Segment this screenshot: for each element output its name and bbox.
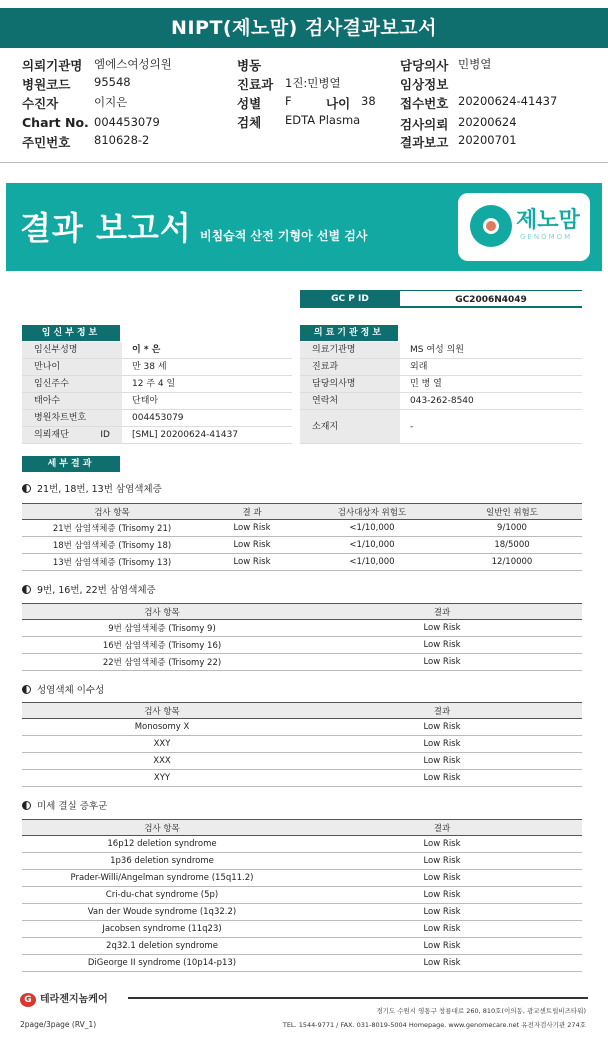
table-cell: Low Risk	[302, 938, 582, 955]
banner-title: 결과 보고서	[20, 209, 192, 247]
table-header: 결과	[302, 604, 582, 620]
table-header: 결과	[302, 820, 582, 836]
table-row	[22, 887, 582, 904]
half-filled-circle-icon	[22, 585, 31, 594]
header-label: Chart No.	[22, 115, 89, 130]
table-row	[22, 853, 582, 870]
table-row	[22, 753, 582, 770]
table-row	[22, 520, 582, 537]
table-row	[22, 870, 582, 887]
info-label: 소재지	[300, 410, 400, 443]
header-label: 검사의뢰	[400, 117, 449, 132]
section-title-text: 성염색체 이수성	[37, 685, 105, 696]
table-cell: 9/1000	[442, 520, 582, 537]
microdeletion-table	[22, 819, 582, 972]
table-cell: Low Risk	[302, 719, 582, 736]
table-cell: Low Risk	[302, 921, 582, 938]
table-row	[22, 938, 582, 955]
table-row	[22, 904, 582, 921]
section-title	[22, 481, 162, 495]
table-header: 검사 항목	[22, 703, 302, 719]
header-value: 이지은	[94, 95, 128, 109]
table-header-row	[22, 504, 582, 520]
table-cell: Low Risk	[302, 870, 582, 887]
info-value: 외래	[410, 362, 428, 372]
table-row	[22, 620, 582, 637]
table-cell: 21번 삼염색체증 (Trisomy 21)	[22, 520, 202, 537]
logo-text: 제노맘	[516, 208, 580, 233]
table-cell: Monosomy X	[22, 719, 302, 736]
info-label: 병원차트번호	[22, 410, 122, 426]
patient-info-row	[22, 359, 292, 376]
table-header: 결 과	[202, 504, 302, 520]
table-cell: <1/10,000	[302, 520, 442, 537]
divider	[0, 162, 608, 163]
table-cell: Low Risk	[302, 637, 582, 654]
table-cell: <1/10,000	[302, 537, 442, 554]
table-header: 일반인 위험도	[442, 504, 582, 520]
age-label: 나이	[326, 96, 351, 111]
logo-subtext: GENOMOM	[520, 233, 573, 241]
header-value: 엠에스여성의원	[94, 57, 172, 71]
table-header: 검사 항목	[22, 504, 202, 520]
table-cell: XXX	[22, 753, 302, 770]
genomom-logo	[458, 193, 590, 261]
header-value: 20200624-41437	[458, 94, 558, 108]
table-header: 검사 항목	[22, 820, 302, 836]
table-cell: 1p36 deletion syndrome	[22, 853, 302, 870]
table-cell: 12/10000	[442, 554, 582, 571]
table-cell: Low Risk	[302, 904, 582, 921]
table-row	[22, 719, 582, 736]
header-value: 민병열	[458, 57, 492, 71]
table-cell: Low Risk	[302, 770, 582, 787]
table-cell: Low Risk	[302, 955, 582, 972]
table-cell: Low Risk	[302, 654, 582, 671]
table-cell: Low Risk	[302, 887, 582, 904]
trisomy-minor-table	[22, 603, 582, 671]
info-value: 단태아	[132, 396, 159, 406]
table-header-row	[22, 604, 582, 620]
table-cell: 2q32.1 deletion syndrome	[22, 938, 302, 955]
info-label: 의뢰재단 ID	[22, 427, 122, 443]
genomom-logo-icon	[470, 205, 512, 247]
info-value: 만 38 세	[132, 362, 167, 372]
table-cell: 18/5000	[442, 537, 582, 554]
table-row	[22, 637, 582, 654]
header-value: 1진:민병열	[285, 76, 341, 90]
header-label: 접수번호	[400, 96, 449, 111]
table-cell: Jacobsen syndrome (11q23)	[22, 921, 302, 938]
detail-result-tag: 세부결과	[22, 456, 120, 472]
header-label: 담당의사	[400, 58, 449, 73]
age-value: 38	[361, 94, 376, 108]
patient-info-row	[22, 393, 292, 410]
info-label: 연락처	[300, 393, 400, 409]
table-cell: Prader-Willi/Angelman syndrome (15q11.2)	[22, 870, 302, 887]
gcp-id-label: GC P ID	[300, 290, 400, 308]
patient-info-row	[22, 376, 292, 393]
patient-info-row	[22, 342, 292, 359]
header-value: EDTA Plasma	[285, 113, 361, 127]
header-value: 95548	[94, 75, 131, 89]
footer-divider	[128, 997, 588, 999]
header-value: 004453079	[94, 115, 160, 129]
section-title-text: 미세 결실 증후군	[37, 801, 108, 812]
table-header: 결과	[302, 703, 582, 719]
header-label: 의뢰기관명	[22, 58, 83, 73]
table-cell: Cri-du-chat syndrome (5p)	[22, 887, 302, 904]
table-row	[22, 955, 582, 972]
table-cell: Low Risk	[202, 520, 302, 537]
half-filled-circle-icon	[22, 685, 31, 694]
table-header: 검사대상자 위험도	[302, 504, 442, 520]
table-cell: Low Risk	[302, 836, 582, 853]
header-label: 병원코드	[22, 77, 71, 92]
hospital-info-row	[300, 393, 582, 410]
patient-info-row	[22, 427, 292, 444]
section-title-text: 21번, 18번, 13번 삼염색체증	[37, 484, 162, 495]
info-label: 임신부성명	[22, 342, 122, 358]
table-cell: Low Risk	[302, 620, 582, 637]
table-cell: 9번 삼염색체증 (Trisomy 9)	[22, 620, 302, 637]
header-label: 결과보고	[400, 135, 449, 150]
table-header-row	[22, 703, 582, 719]
info-value: MS 여성 의원	[410, 345, 464, 355]
info-label: 진료과	[300, 359, 400, 375]
info-value: 004453079	[132, 413, 184, 423]
info-value: 민 병 열	[410, 379, 442, 389]
company-logo	[20, 990, 108, 1007]
table-row	[22, 836, 582, 853]
info-label: 태아수	[22, 393, 122, 409]
company-logo-icon: G	[20, 993, 36, 1007]
company-address: 경기도 수원시 영통구 창룡대로 260, 810호(이의동, 광교센트럴비즈타워)	[376, 1007, 586, 1015]
info-value: [SML] 20200624-41437	[132, 430, 239, 440]
half-filled-circle-icon	[22, 801, 31, 810]
hospital-info-tag: 의료기관정보	[300, 325, 398, 341]
info-label: 담당의사명	[300, 376, 400, 392]
hospital-info-row	[300, 376, 582, 393]
table-cell: 18번 삼염색체증 (Trisomy 18)	[22, 537, 202, 554]
info-label: 의료기관명	[300, 342, 400, 358]
table-cell: 13번 삼염색체증 (Trisomy 13)	[22, 554, 202, 571]
header-info	[0, 54, 608, 154]
section-title	[22, 582, 156, 596]
header-label: 검체	[237, 115, 262, 130]
info-value: 이 * 은	[132, 345, 161, 355]
info-value: 043-262-8540	[410, 396, 474, 406]
section-title	[22, 682, 104, 696]
table-row	[22, 770, 582, 787]
company-contact: TEL. 1544-9771 / FAX. 031-8019-5004 Homepage. www.genomecare.net 유전자검사기관 274호	[282, 1021, 586, 1029]
table-header: 검사 항목	[22, 604, 302, 620]
table-cell: XYY	[22, 770, 302, 787]
table-row	[22, 921, 582, 938]
company-name: 테라젠지놈케어	[40, 994, 108, 1005]
table-row	[22, 736, 582, 753]
info-value: 12 주 4 일	[132, 379, 176, 389]
table-row	[22, 537, 582, 554]
report-banner	[6, 183, 602, 271]
table-cell: DiGeorge II syndrome (10p14-p13)	[22, 955, 302, 972]
info-label: 만나이	[22, 359, 122, 375]
header-value: F	[285, 94, 292, 108]
table-cell: Low Risk	[302, 853, 582, 870]
table-cell: 16p12 deletion syndrome	[22, 836, 302, 853]
document-title: NIPT(제노맘) 검사결과보고서	[0, 8, 608, 48]
table-cell: <1/10,000	[302, 554, 442, 571]
banner-subtitle: 비침습적 산전 기형아 선별 검사	[200, 229, 368, 243]
patient-info-tag: 임신부정보	[22, 325, 120, 341]
info-label: 임신주수	[22, 376, 122, 392]
table-cell: Low Risk	[202, 537, 302, 554]
header-label: 성별	[237, 96, 262, 111]
table-cell: 22번 삼염색체증 (Trisomy 22)	[22, 654, 302, 671]
section-title-text: 9번, 16번, 22번 삼염색체증	[37, 585, 156, 596]
table-cell: Low Risk	[302, 736, 582, 753]
trisomy-major-table	[22, 503, 582, 571]
table-cell: XXY	[22, 736, 302, 753]
sex-chromosome-table	[22, 702, 582, 787]
header-label: 진료과	[237, 77, 274, 92]
header-label: 임상정보	[400, 77, 449, 92]
table-row	[22, 554, 582, 571]
patient-info-row	[22, 410, 292, 427]
table-cell: Low Risk	[202, 554, 302, 571]
header-label: 병동	[237, 58, 262, 73]
table-cell: Van der Woude syndrome (1q32.2)	[22, 904, 302, 921]
table-cell: 16번 삼염색체증 (Trisomy 16)	[22, 637, 302, 654]
hospital-info-row	[300, 359, 582, 376]
header-label: 수진자	[22, 96, 59, 111]
header-value: 810628-2	[94, 133, 150, 147]
header-label: 주민번호	[22, 135, 71, 150]
table-cell: Low Risk	[302, 753, 582, 770]
section-title	[22, 798, 107, 812]
table-row	[22, 654, 582, 671]
gcp-id-box	[300, 290, 582, 308]
header-value: 20200701	[458, 133, 517, 147]
info-value: -	[410, 422, 414, 432]
page-number: 2page/3page (RV_1)	[20, 1020, 97, 1029]
hospital-info-row	[300, 342, 582, 359]
hospital-info-row	[300, 410, 582, 444]
table-header-row	[22, 820, 582, 836]
half-filled-circle-icon	[22, 484, 31, 493]
gcp-id-value: GC2006N4049	[400, 290, 582, 308]
header-value: 20200624	[458, 115, 517, 129]
